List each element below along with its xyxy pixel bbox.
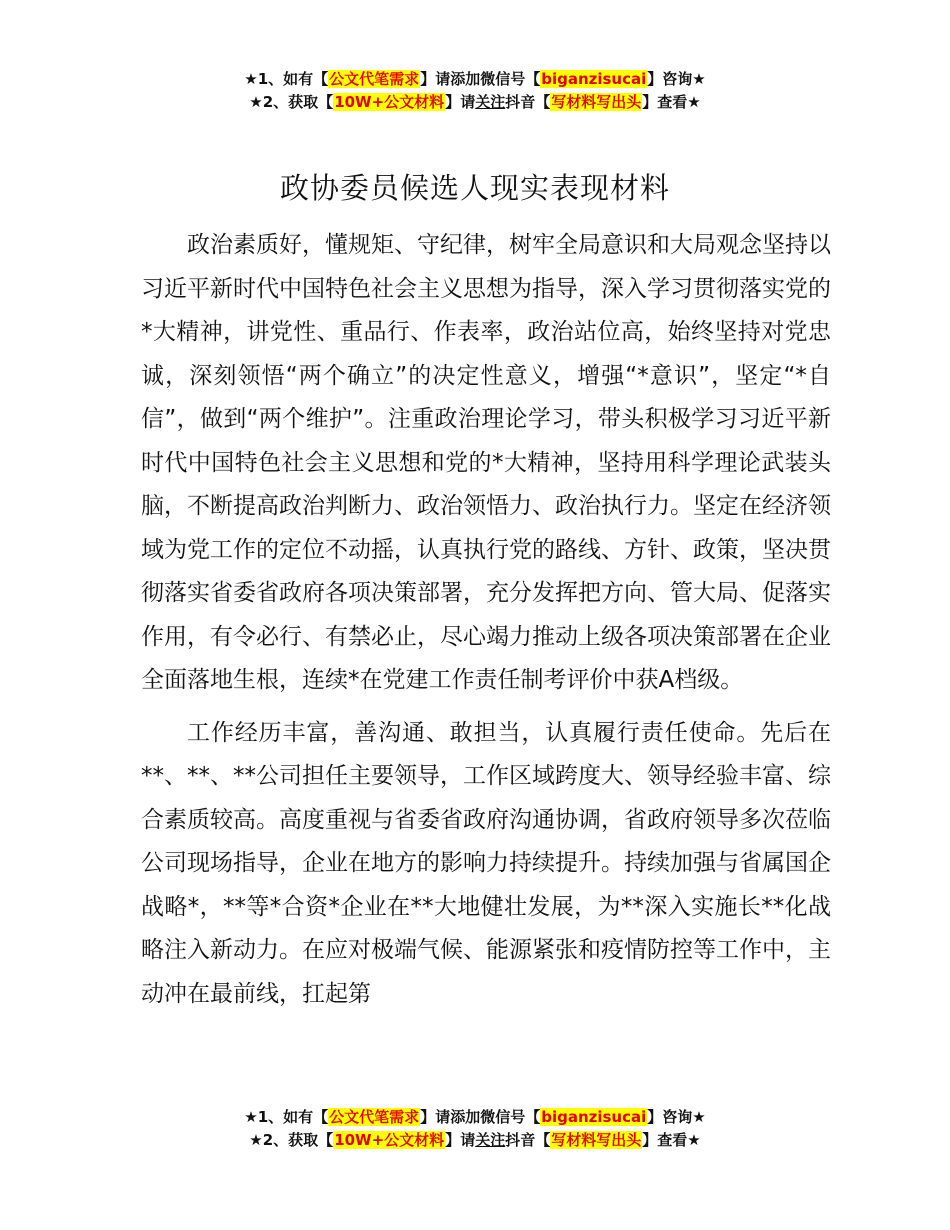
footer-highlight-douyin: 写材料写出头 bbox=[551, 1131, 642, 1149]
header-line-2 bbox=[0, 91, 950, 114]
footer-line-2-suffix: 】查看★ bbox=[642, 1131, 701, 1149]
footer-highlight-wechat-id: biganzisucai bbox=[541, 1108, 647, 1126]
footer-banner bbox=[0, 1106, 950, 1152]
header-line-1 bbox=[0, 68, 950, 91]
footer-highlight-service: 公文代笔需求 bbox=[329, 1108, 420, 1126]
body-paragraph-1: 政治素质好，懂规矩、守纪律，树牢全局意识和大局观念坚持以习近平新时代中国特色社会主义思想为指导，深入学习贯彻落实党的*大精神，讲党性、重品行、作表率，政治站位高，始终坚持对党忠诚，深刻领悟“两个确立”的决定性意义，增强“*意识”，坚定“*自信”，做到“两个维护”。注重政治理论学习，带头积极学习习近平新时代中国特色社会主义思想和党的*大精神，坚持用科学理论武装头脑，不断提高政治判断力、政治领悟力、政治执行力。坚定在经济领域为党工作的定位不动摇，认真执行党的路线、方针、政策，坚决贯彻落实省委省政府各项决策部署，充分发挥把方向、管大局、促落实作用，有令必行、有禁必止，尽心竭力推动上级各项决策部署在企业全面落地生根，连续*在党建工作责任制考评价中获A档级。 bbox=[141, 232, 831, 693]
header-line-1-prefix: ★1、如有【 bbox=[244, 70, 329, 88]
footer-line-1 bbox=[0, 1106, 950, 1129]
document-body bbox=[141, 224, 831, 1016]
body-paragraph-2: 工作经历丰富，善沟通、敢担当，认真履行责任使命。先后在**、**、**公司担任主要领导，工作区域跨度大、领导经验丰富、综合素质较高。高度重视与省委省政府沟通协调，省政府领导多次莅临公司现场指导，企业在地方的影响力持续提升。持续加强与省属国企战略*，**等*合资*企业在**大地健壮发展，为**深入实施长**化战略注入新动力。在应对极端气候、能源紧张和疫情防控等工作中，主动冲在最前线，扛起第 bbox=[141, 719, 831, 1007]
header-highlight-douyin: 写材料写出头 bbox=[551, 93, 642, 111]
header-highlight-wechat-id: biganzisucai bbox=[541, 70, 647, 88]
header-highlight-materials: 10W+公文材料 bbox=[334, 93, 445, 111]
footer-line-2-mid2: 抖音【 bbox=[505, 1131, 551, 1149]
footer-highlight-materials: 10W+公文材料 bbox=[334, 1131, 445, 1149]
header-underlined-follow: 关注 bbox=[475, 93, 506, 111]
footer-line-1-suffix: 】咨询★ bbox=[647, 1108, 706, 1126]
header-line-1-mid: 】请添加微信号【 bbox=[420, 70, 541, 88]
footer-line-1-prefix: ★1、如有【 bbox=[244, 1108, 329, 1126]
header-line-1-suffix: 】咨询★ bbox=[647, 70, 706, 88]
header-line-2-suffix: 】查看★ bbox=[642, 93, 701, 111]
header-line-2-mid1: 】请 bbox=[445, 93, 476, 111]
footer-line-2-prefix: ★2、获取【 bbox=[249, 1131, 334, 1149]
footer-line-2 bbox=[0, 1129, 950, 1152]
footer-underlined-follow: 关注 bbox=[475, 1131, 506, 1149]
document-title: 政协委员候选人现实表现材料 bbox=[279, 171, 670, 205]
footer-line-1-mid: 】请添加微信号【 bbox=[420, 1108, 541, 1126]
header-banner bbox=[0, 68, 950, 114]
header-line-2-prefix: ★2、获取【 bbox=[249, 93, 334, 111]
header-line-2-mid2: 抖音【 bbox=[505, 93, 551, 111]
header-highlight-service: 公文代笔需求 bbox=[329, 70, 420, 88]
footer-line-2-mid1: 】请 bbox=[445, 1131, 476, 1149]
